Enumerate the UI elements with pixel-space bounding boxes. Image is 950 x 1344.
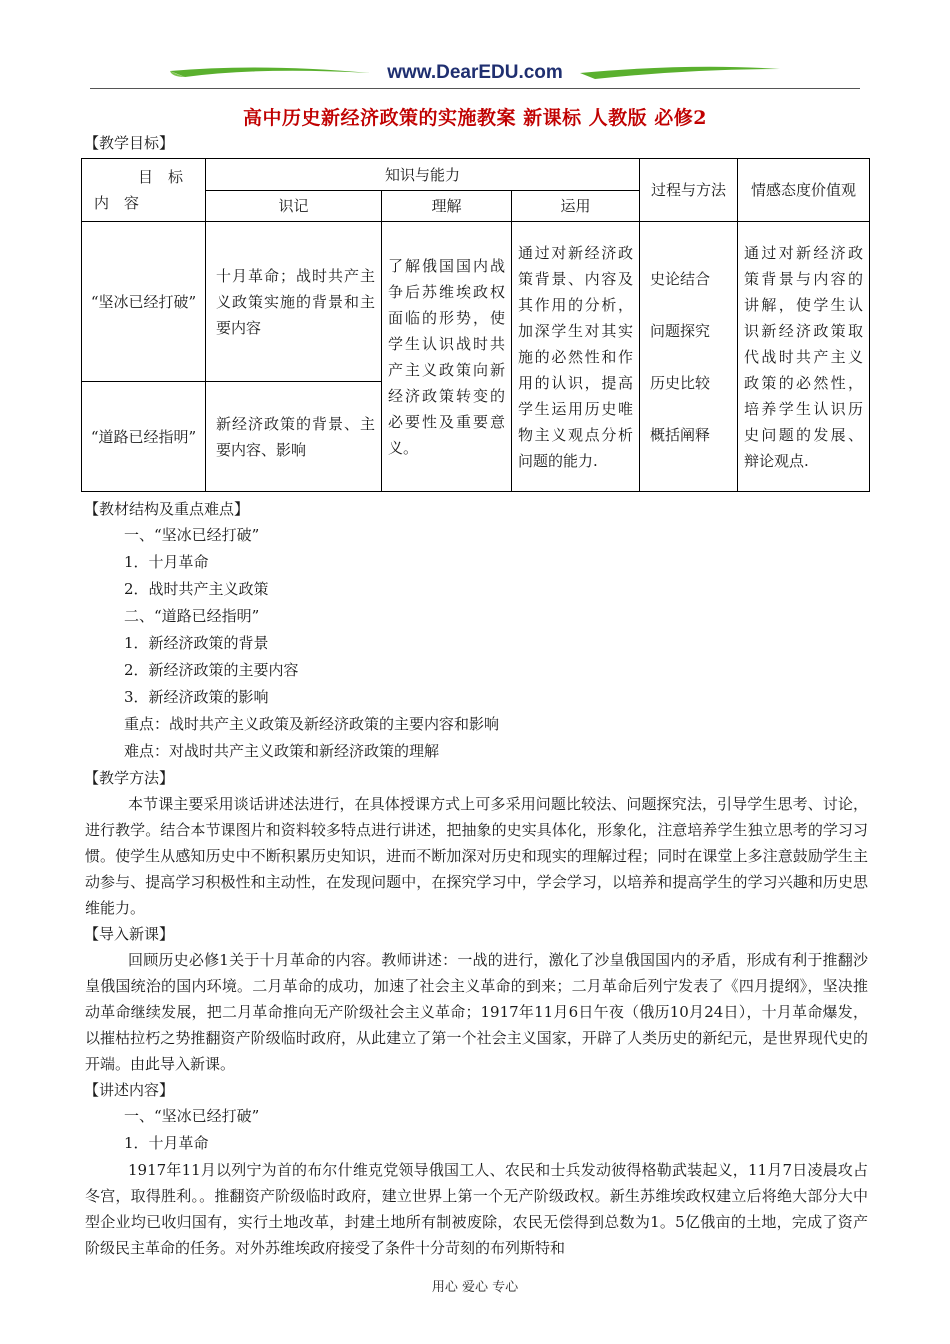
section-intro-heading: 【导入新课】 (84, 925, 175, 943)
site-banner-logo (90, 55, 860, 91)
attitude-header: 情感态度价值观 (738, 159, 870, 222)
section-structure-heading: 【教材结构及重点难点】 (84, 500, 250, 518)
section-content-heading: 【讲述内容】 (84, 1081, 175, 1099)
document-title: 高中历史新经济政策的实施教案 新课标 人教版 必修2 (242, 107, 708, 129)
key-point-line: 重点：战时共产主义政策及新经济政策的主要内容和影响 (124, 715, 500, 733)
understand-header: 理解 (382, 191, 512, 222)
structure-line: 2．战时共产主义政策 (124, 580, 269, 598)
structure-line: 二、“道路已经指明” (124, 607, 260, 625)
section-objectives-heading: 【教学目标】 (84, 134, 175, 152)
header-rule (90, 88, 860, 89)
process-item: 历史比较 (650, 373, 711, 392)
structure-line: 一、“坚冰已经打破” (124, 526, 260, 544)
structure-line: 1．十月革命 (124, 553, 209, 571)
process-item: 概括阐释 (650, 425, 711, 444)
section-method-heading: 【教学方法】 (84, 769, 175, 787)
apply-header: 运用 (512, 191, 640, 222)
banner-swoosh-left (170, 67, 370, 77)
process-item: 史论结合 (650, 269, 711, 288)
row2-label: “道路已经指明” (82, 382, 206, 492)
page-footer: 用心 爱心 专心 (431, 1280, 519, 1295)
corner-bottom-label: 内 容 (94, 194, 140, 212)
row2-remember: 新经济政策的背景、主要内容、影响 (206, 382, 382, 492)
objectives-table (81, 158, 870, 492)
structure-line: 2．新经济政策的主要内容 (124, 661, 299, 679)
table-corner-cell (82, 159, 206, 222)
document-body (81, 130, 869, 1261)
site-logo-text: www.DearEDU.com (387, 62, 563, 83)
content-paragraph: 1917年11月以列宁为首的布尔什维克党领导俄国工人、农民和士兵发动彼得格勒武装起义，11月7日凌晨攻占冬宫，取得胜利。。推翻资产阶级临时政府，建立世界上第一个无产阶级政权。新生苏维埃政权建立后将绝大部分大中型企业均已收归国有，实行土地改革，封建土地所有制被废除，农民无偿得到总数为1。5亿俄亩的土地，完成了资产阶级民主革命的任务。对外苏维埃政府接受了条件十分苛刻的布列斯特和 (85, 1161, 868, 1257)
process-item: 问题探究 (650, 321, 711, 340)
method-paragraph: 本节课主要采用谈话讲述法进行，在具体授课方式上可多采用问题比较法、问题探究法，引导学生思考、讨论，进行教学。结合本节课图片和资料较多特点进行讲述，把抽象的史实具体化，形象化，注意培养学生独立思考的学习习惯。使学生从感知历史中不断积累历史知识，进而不断加深对历史和现实的理解过程；同时在课堂上多注意鼓励学生主动参与、提高学习积极性和主动性，在发现问题中，在探究学习中，学会学习，以培养和提高学生的学习兴趣和历史思维能力。 (85, 795, 868, 917)
difficulty-line: 难点：对战时共产主义政策和新经济政策的理解 (124, 742, 440, 760)
remember-header: 识记 (206, 191, 382, 222)
intro-paragraph: 回顾历史必修1关于十月革命的内容。教师讲述：一战的进行，激化了沙皇俄国国内的矛盾，形成有利于推翻沙皇俄国统治的国内环境。二月革命的成功，加速了社会主义革命的到来；二月革命后列宁发表了《四月提纲》，坚决推动革命继续发展，把二月革命推向无产阶级社会主义革命；1917年11月6日午夜（俄历10月24日），十月革命爆发，以摧枯拉朽之势推翻资产阶级临时政府，从此建立了第一个社会主义国家，开辟了人类历史的新纪元，是世界现代史的开端。由此导入新课。 (85, 951, 868, 1073)
row1-remember: 十月革命；战时共产主义政策实施的背景和主要内容 (206, 222, 382, 382)
structure-line: 1．新经济政策的背景 (124, 634, 269, 652)
attitude-cell: 通过对新经济政策背景与内容的讲解，使学生认识新经济政策取代战时共产主义政策的必然性，培养学生认识历史问题的发展、辩论观点. (738, 222, 870, 492)
banner-swoosh-right (580, 67, 780, 79)
apply-cell: 通过对新经济政策背景、内容及其作用的分析，加深学生对其实施的必然性和作用的认识，提高学生运用历史唯物主义观点分析问题的能力. (512, 222, 640, 492)
content-subheading: 1．十月革命 (124, 1134, 209, 1152)
content-subheading: 一、“坚冰已经打破” (124, 1107, 260, 1125)
row1-label: “坚冰已经打破” (82, 222, 206, 382)
process-cell (640, 222, 738, 492)
knowledge-header: 知识与能力 (206, 159, 640, 191)
understand-cell: 了解俄国国内战争后苏维埃政权面临的形势，使学生认识战时共产主义政策向新经济政策转变的必要性及重要意义。 (382, 222, 512, 492)
structure-line: 3．新经济政策的影响 (124, 688, 269, 706)
corner-top-label: 目 标 (137, 168, 183, 186)
process-header: 过程与方法 (640, 159, 738, 222)
